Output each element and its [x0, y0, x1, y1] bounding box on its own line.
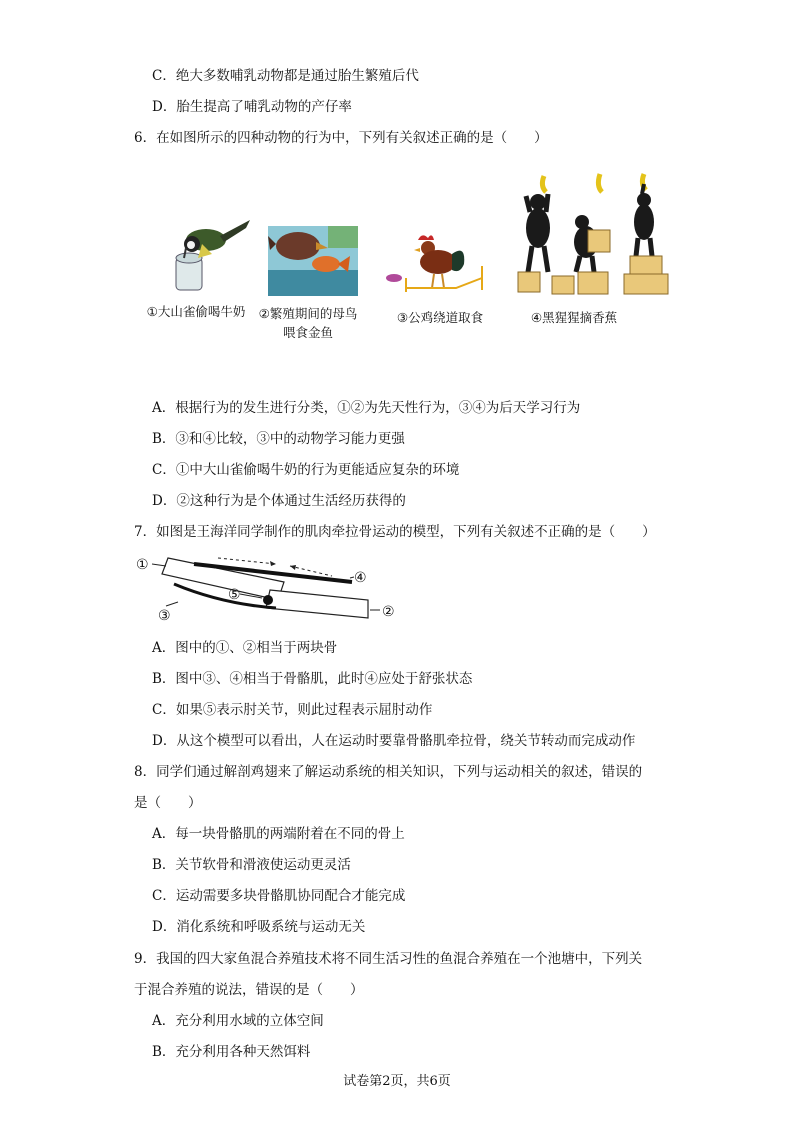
q6-option-b: B．③和④比较，③中的动物学习能力更强 — [152, 431, 405, 447]
prev-option-d: D．胎生提高了哺乳动物的产仔率 — [152, 99, 352, 115]
q7-option-d: D．从这个模型可以看出，人在运动时要靠骨骼肌牵拉骨，绕关节转动而完成动作 — [152, 733, 636, 749]
label-1: ① — [136, 557, 149, 573]
muscle-bone-model-diagram — [132, 552, 402, 624]
label-3: ③ — [158, 608, 171, 624]
q7-option-b: B．图中③、④相当于骨骼肌，此时④应处于舒张状态 — [152, 671, 473, 687]
label-5: ⑤ — [228, 587, 241, 603]
label-2: ② — [382, 604, 395, 620]
q7-stem: 7．如图是王海洋同学制作的肌肉牵拉骨运动的模型，下列有关叙述不正确的是（ ） — [134, 524, 656, 540]
q7-option-a: A．图中的①、②相当于两块骨 — [152, 640, 338, 656]
q8-option-d: D．消化系统和呼吸系统与运动无关 — [152, 919, 366, 935]
figure-caption-1: ①大山雀偷喝牛奶 — [146, 304, 246, 319]
figure-caption-3: ③公鸡绕道取食 — [396, 310, 484, 325]
great-tit-milk-illustration — [172, 214, 252, 294]
q9-stem-line1: 9．我国的四大家鱼混合养殖技术将不同生活习性的鱼混合养殖在一个池塘中，下列关 — [134, 951, 643, 967]
q7-option-c: C．如果⑤表示肘关节，则此过程表示屈肘动作 — [152, 702, 433, 718]
q8-option-c: C．运动需要多块骨骼肌协同配合才能完成 — [152, 888, 406, 904]
q6-stem: 6．在如图所示的四种动物的行为中，下列有关叙述正确的是（ ） — [134, 130, 548, 146]
q6-option-d: D．②这种行为是个体通过生活经历获得的 — [152, 493, 406, 509]
q6-option-c: C．①中大山雀偷喝牛奶的行为更能适应复杂的环境 — [152, 462, 460, 478]
figure-caption-2-line2: 喂食金鱼 — [282, 325, 333, 340]
q8-option-b: B．关节软骨和滑液使运动更灵活 — [152, 857, 351, 873]
q9-option-a: A．充分利用水域的立体空间 — [152, 1013, 324, 1029]
chimpanzee-banana-illustration — [516, 172, 668, 296]
q9-stem-line2: 于混合养殖的说法，错误的是（ ） — [134, 982, 364, 998]
bird-feeding-goldfish-illustration — [268, 226, 358, 296]
q8-stem-line1: 8．同学们通过解剖鸡翅来了解运动系统的相关知识，下列与运动相关的叙述，错误的 — [134, 764, 643, 780]
q8-stem-line2: 是（ ） — [134, 795, 202, 811]
page-footer: 试卷第2页，共6页 — [343, 1074, 451, 1089]
figure-caption-2-line1: ②繁殖期间的母鸟 — [258, 306, 358, 321]
q6-option-a: A．根据行为的发生进行分类，①②为先天性行为，③④为后天学习行为 — [152, 400, 581, 416]
figure-caption-4: ④黑猩猩摘香蕉 — [530, 310, 618, 325]
prev-option-c: C．绝大多数哺乳动物都是通过胎生繁殖后代 — [152, 68, 419, 84]
rooster-detour-illustration — [382, 230, 492, 302]
q9-option-b: B．充分利用各种天然饵料 — [152, 1044, 311, 1060]
label-4: ④ — [354, 570, 367, 586]
q8-option-a: A．每一块骨骼肌的两端附着在不同的骨上 — [152, 826, 405, 842]
